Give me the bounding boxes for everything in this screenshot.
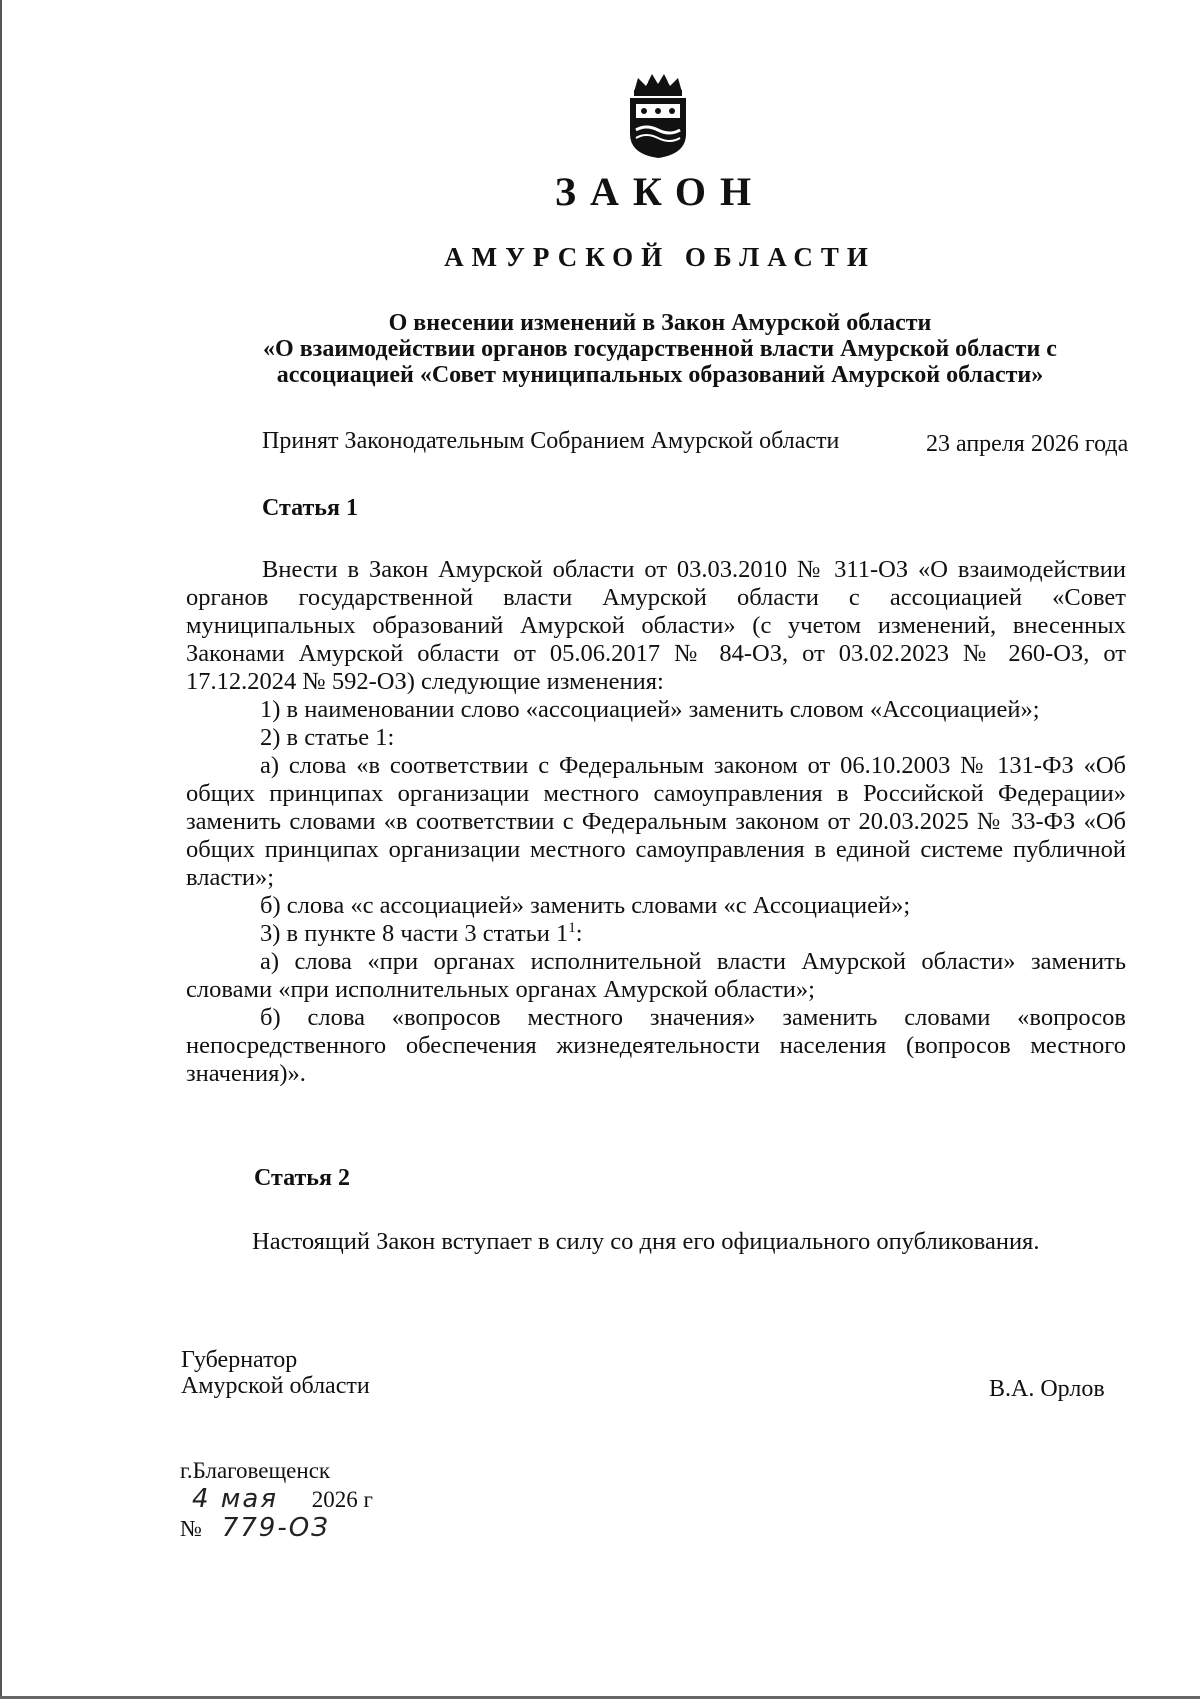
item-3-superscript: 1: [568, 919, 576, 936]
number-label: №: [180, 1516, 202, 1541]
year: 2026 г: [311, 1487, 373, 1512]
article-1-body: [186, 556, 1126, 1088]
adoption-note: Принят Законодательным Собранием Амурской области: [262, 428, 840, 454]
article-1-item: [186, 920, 1126, 948]
signing-date: [180, 1485, 373, 1514]
item-3-text: 3) в пункте 8 части 3 статьи 1: [260, 920, 569, 947]
signatory-position: [181, 1347, 370, 1399]
position-line: Амурской области: [181, 1373, 370, 1399]
signatory-name: В.А. Орлов: [989, 1376, 1105, 1402]
article-1-subitem: а) слова «в соответствии с Федеральным законом от 06.10.2003 № 131-ФЗ «Об общих принципах организации местного самоуправления в Российской Федерации» заменить словами «в соответствии с Федеральным законом от 20.03.2025 № 33-ФЗ «Об общих принципах организации местного самоуправления в единой системе публичной власти»;: [186, 752, 1126, 891]
heading-line: «О взаимодействии органов государственной власти Амурской области с: [263, 336, 1057, 362]
handwritten-date: 4 мая: [192, 1484, 278, 1514]
article-1-title: Статья 1: [262, 495, 358, 521]
heading-line: ассоциацией «Совет муниципальных образований Амурской области»: [276, 362, 1044, 388]
article-1-item: 2) в статье 1:: [260, 724, 395, 751]
place-and-date: [180, 1457, 373, 1543]
document-heading: [150, 310, 1170, 388]
article-1-item: 1) в наименовании слово «ассоциацией» заменить словом «Ассоциацией»;: [260, 696, 1040, 723]
city: г.Благовещенск: [180, 1458, 331, 1483]
item-3-colon: :: [575, 920, 583, 947]
law-region: АМУРСКОЙ ОБЛАСТИ: [444, 242, 876, 272]
heading-line: О внесении изменений в Закон Амурской области: [388, 310, 932, 336]
article-1-subitem: б) слова «вопросов местного значения» заменить словами «вопросов непосредственного обеспечения жизнедеятельности населения (вопросов местного значения)».: [186, 1004, 1126, 1087]
amur-oblast-coat-of-arms-icon: [624, 72, 692, 158]
article-1-subitem: а) слова «при органах исполнительной власти Амурской области» заменить словами «при исполнительных органах Амурской области»;: [186, 948, 1126, 1003]
law-number: [180, 1514, 373, 1543]
position-line: Губернатор: [181, 1347, 298, 1373]
article-1-intro: Внести в Закон Амурской области от 03.03.2010 № 311-ОЗ «О взаимодействии органов государственной власти Амурской области с ассоциацией «Совет муниципальных образований Амурской области» (с учетом изменений, внесенных Законами Амурской области от 05.06.2017 № 84-ОЗ, от 03.02.2023 № 260-ОЗ, от 17.12.2024 № 592-ОЗ) следующие изменения:: [186, 556, 1126, 695]
article-2-title: Статья 2: [254, 1165, 350, 1191]
article-1-subitem: б) слова «с ассоциацией» заменить словами «с Ассоциацией»;: [260, 892, 911, 919]
law-title: ЗАКОН: [554, 169, 766, 214]
article-2-text: Настоящий Закон вступает в силу со дня его официального опубликования.: [252, 1228, 1040, 1255]
handwritten-number: 779-ОЗ: [221, 1513, 330, 1543]
adoption-date: 23 апреля 2026 года: [926, 431, 1129, 457]
